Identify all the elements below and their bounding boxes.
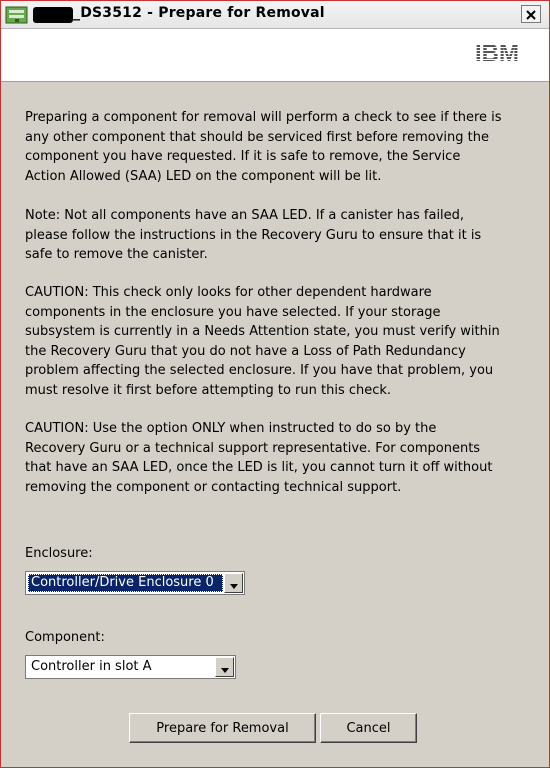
caution-line: that have an SAA LED, once the LED is lit, you cannot turn it off without (25, 460, 493, 475)
component-dropdown-button[interactable] (215, 657, 234, 677)
dialog-header (1, 29, 549, 82)
caution-line: CAUTION: Use the option ONLY when instructed to do so by the (25, 421, 437, 436)
caution-line: problem affecting the selected enclosure. If you have that problem, you (25, 363, 494, 378)
enclosure-value: Controller/Drive Enclosure 0 (28, 574, 223, 592)
note-line: safe to remove the canister. (25, 247, 208, 262)
logo-text: IBM (475, 40, 519, 67)
component-label: Component: (25, 630, 105, 645)
intro-line: any other component that should be serviced first before removing the (25, 129, 489, 145)
ibm-logo (467, 39, 527, 67)
cancel-button[interactable]: Cancel (320, 713, 417, 743)
caution-paragraph-1 (25, 283, 525, 400)
intro-line: Action Allowed (SAA) LED on the component will be lit. (25, 168, 382, 184)
component-select[interactable] (25, 655, 236, 679)
close-icon (526, 5, 536, 24)
caution-line: removing the component or contacting technical support. (25, 479, 402, 495)
component-value: Controller in slot A (31, 659, 152, 674)
dialog-content (1, 82, 549, 767)
intro-line: Preparing a component for removal will perform a check to see if there is (25, 110, 502, 125)
chevron-down-icon (221, 658, 229, 677)
window-title: _DS3512 - Prepare for Removal (73, 5, 325, 21)
enclosure-select[interactable] (25, 571, 245, 595)
chevron-down-icon (230, 574, 238, 593)
caution-line: components in the enclosure you have selected. If your storage (25, 304, 441, 320)
intro-line: component you have requested. If it is safe to remove, the Service (25, 149, 461, 164)
caution-line: Recovery Guru or a technical support representative. For components (25, 440, 481, 456)
caution-line: CAUTION: This check only looks for other dependent hardware (25, 285, 432, 300)
note-line: Note: Not all components have an SAA LED. If a canister has failed, (25, 208, 465, 223)
caution-paragraph-2 (25, 419, 525, 497)
note-line: please follow the instructions in the Recovery Guru to ensure that it is (25, 227, 482, 243)
caution-line: must resolve it first before attempting to run this check. (25, 382, 392, 398)
caution-line: the Recovery Guru that you do not have a Loss of Path Redundancy (25, 343, 466, 359)
title-bar[interactable] (1, 1, 549, 29)
close-button[interactable] (521, 5, 541, 23)
enclosure-dropdown-button[interactable] (224, 573, 243, 593)
note-paragraph (25, 206, 525, 265)
caution-line: subsystem is currently in a Needs Attention state, you must verify within (25, 324, 500, 339)
redacted-name (33, 7, 73, 23)
storage-manager-icon (5, 5, 29, 25)
intro-paragraph (25, 108, 525, 186)
prepare-for-removal-button[interactable]: Prepare for Removal (129, 713, 316, 743)
enclosure-label: Enclosure: (25, 546, 93, 561)
